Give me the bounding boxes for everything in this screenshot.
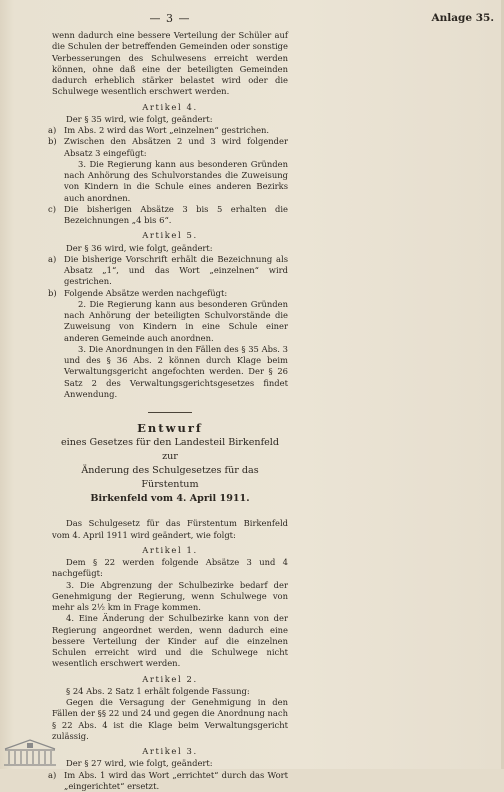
article-1-paragraph-3: 3. Die Abgrenzung der Schulbezirke bedarf der Genehmigung der Regierung, wenn Schulwege von mehr als 2½ km in Frage kommen.: [52, 580, 288, 614]
item-marker: c): [48, 204, 56, 215]
item-text: Folgende Absätze werden nachgefügt:: [64, 288, 227, 298]
article-5-item-b: [52, 288, 288, 299]
article-4-item-b: [52, 136, 288, 159]
spacer: [52, 506, 288, 518]
section-divider: [148, 412, 192, 413]
library-building-icon: [3, 737, 57, 767]
item-text: Im Abs. 2 wird das Wort „einzelnen“ gestrichen.: [64, 125, 269, 135]
draft-title-line-3: Birkenfeld vom 4. April 1911.: [52, 492, 288, 506]
item-marker: a): [48, 125, 56, 136]
article-4-intro: Der § 35 wird, wie folgt, geändert:: [52, 114, 288, 125]
item-marker: a): [48, 770, 56, 781]
article-1-paragraph-4: 4. Eine Änderung der Schulbezirke kann von der Regierung angeordnet werden, wenn dadurch eine bessere Verteilung der Kinder auf die einzelnen Schulen erreicht wird und die Schulwege nicht wesentlich erschwert werden.: [52, 613, 288, 669]
item-marker: a): [48, 254, 56, 265]
item-text: Zwischen den Absätzen 2 und 3 wird folgender Absatz 3 eingefügt:: [64, 136, 288, 157]
article-5-intro: Der § 36 wird, wie folgt, geändert:: [52, 243, 288, 254]
article-4-heading: Artikel 4.: [52, 102, 288, 113]
article-4-inserted-paragraph: 3. Die Regierung kann aus besonderen Gründen nach Anhörung des Schulvorstandes die Zuweisung von Kindern in die Schule eines anderen Bezirks auch anordnen.: [52, 159, 288, 204]
article-5-paragraph-3: 3. Die Anordnungen in den Fällen des § 35 Abs. 3 und des § 36 Abs. 2 können durch Klage beim Verwaltungsgericht angefochten werden. Der § 26 Satz 2 des Verwaltungsgerichtsgesetzes findet Anwendung.: [52, 344, 288, 400]
article-4-item-c: [52, 204, 288, 227]
article-3-intro: Der § 27 wird, wie folgt, geändert:: [52, 758, 288, 769]
article-1-intro: Dem § 22 werden folgende Absätze 3 und 4 nachgefügt:: [52, 557, 288, 580]
article-2-text: Gegen die Versagung der Genehmigung in den Fällen der §§ 22 und 24 und gegen die Anordnung nach § 22 Abs. 4 ist die Klage beim Verwaltungsgericht zulässig.: [52, 697, 288, 742]
item-text: Die bisherigen Absätze 3 bis 5 erhalten die Bezeichnungen „4 bis 6“.: [64, 204, 288, 225]
article-1-heading: Artikel 1.: [52, 545, 288, 556]
draft-title-line-1: eines Gesetzes für den Landesteil Birkenfeld zur: [52, 436, 288, 464]
appendix-label: Anlage 35.: [431, 12, 494, 24]
item-marker: b): [48, 288, 57, 299]
page-header: [0, 12, 504, 28]
text-column: [52, 30, 288, 792]
draft-title-line-2: Änderung des Schulgesetzes für das Fürstentum: [52, 464, 288, 492]
item-marker: b): [48, 136, 57, 147]
continuation-paragraph: wenn dadurch eine bessere Verteilung der Schüler auf die Schulen der betreffenden Gemeinden oder sonstige Verbesserungen des Schulwesens erreicht werden können, ohne daß eine der beteiligten Gemeinden dadurch erheblich stärker belastet wird oder die Schulwege wesentlich erschwert werden.: [52, 30, 288, 98]
article-3-item-a: [52, 770, 288, 792]
page-number: — 3 —: [0, 12, 340, 25]
item-text: Im Abs. 1 wird das Wort „errichtet“ durch das Wort „eingerichtet“ ersetzt.: [64, 770, 288, 791]
draft-intro: Das Schulgesetz für das Fürstentum Birkenfeld vom 4. April 1911 wird geändert, wie folgt:: [52, 518, 288, 541]
item-text: Die bisherige Vorschrift erhält die Bezeichnung als Absatz „1“, und das Wort „einzelnen“ wird gestrichen.: [64, 254, 288, 287]
article-2-heading: Artikel 2.: [52, 674, 288, 685]
article-5-item-a: [52, 254, 288, 288]
draft-heading: Entwurf: [52, 423, 288, 434]
article-3-heading: Artikel 3.: [52, 746, 288, 757]
article-5-heading: Artikel 5.: [52, 230, 288, 241]
article-5-paragraph-2: 2. Die Regierung kann aus besonderen Gründen nach Anhörung der beteiligten Schulvorstände die Zuweisung von Kindern in eine Schule einer anderen Gemeinde auch anordnen.: [52, 299, 288, 344]
article-2-intro: § 24 Abs. 2 Satz 1 erhält folgende Fassung:: [52, 686, 288, 697]
article-4-item-a: [52, 125, 288, 136]
